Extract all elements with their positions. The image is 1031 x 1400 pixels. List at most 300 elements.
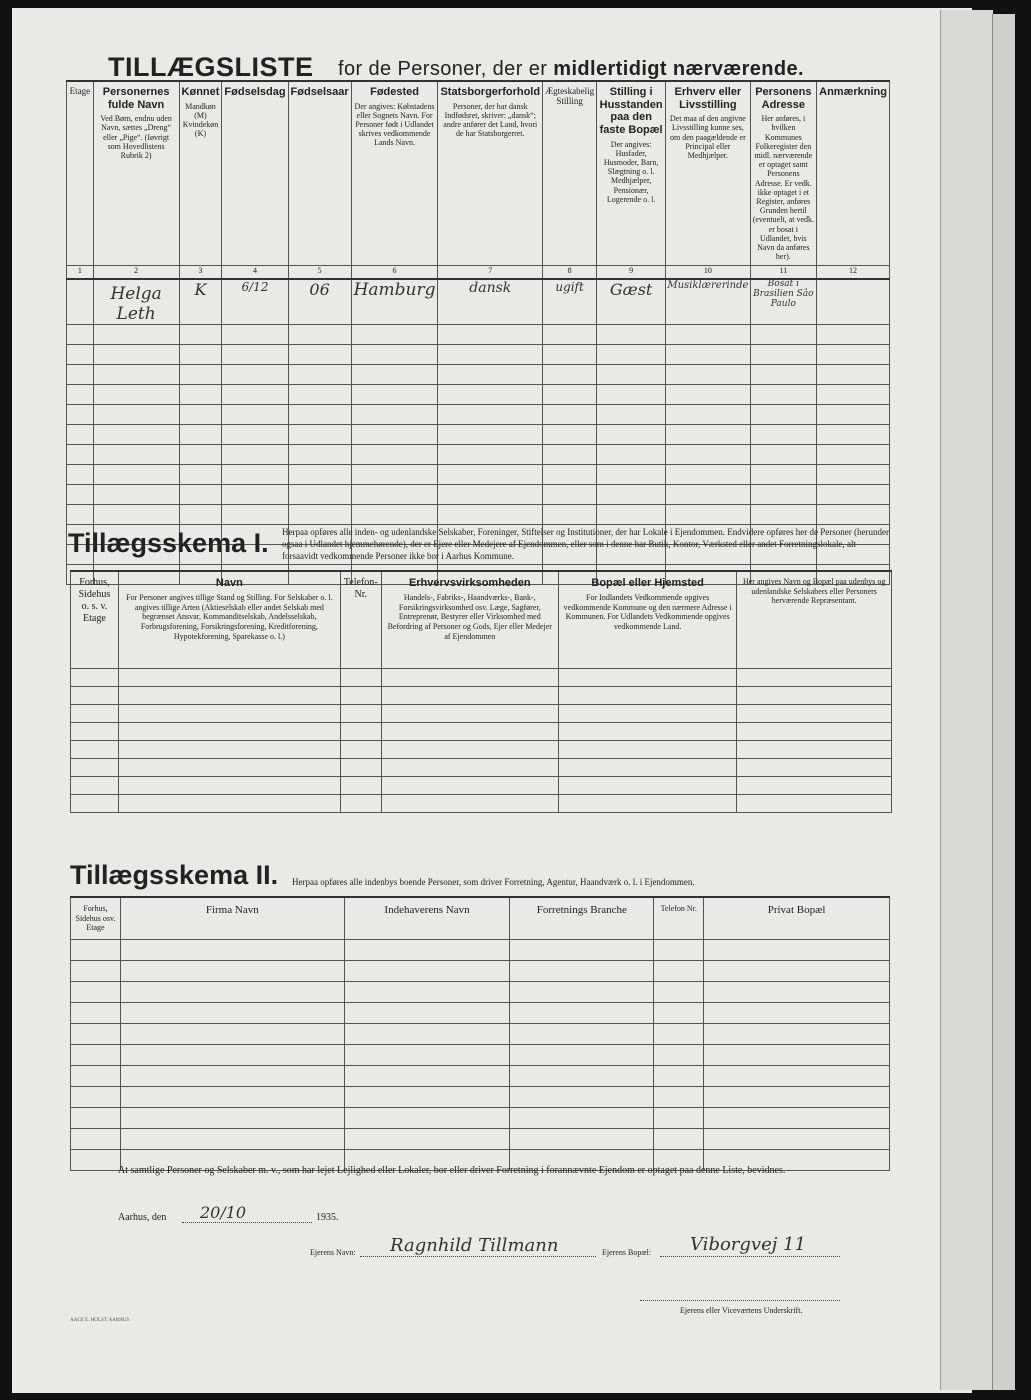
empty-cell bbox=[817, 385, 890, 405]
empty-cell bbox=[288, 445, 351, 465]
empty-cell bbox=[179, 465, 222, 485]
empty-cell bbox=[597, 505, 666, 525]
empty-cell bbox=[438, 445, 543, 465]
empty-cell bbox=[750, 385, 817, 405]
empty-cell bbox=[438, 505, 543, 525]
list-header-4 bbox=[222, 81, 288, 266]
empty-cell bbox=[120, 939, 344, 960]
list-header-title: Fødested bbox=[370, 86, 419, 98]
column-number: 12 bbox=[817, 266, 890, 280]
empty-cell bbox=[93, 505, 179, 525]
empty-cell bbox=[71, 1023, 121, 1044]
empty-cell bbox=[222, 505, 288, 525]
empty-cell bbox=[704, 939, 890, 960]
owner-residence-label: Ejerens Bopæl: bbox=[602, 1248, 652, 1257]
empty-cell bbox=[704, 1128, 890, 1149]
empty-cell bbox=[288, 425, 351, 445]
empty-cell bbox=[222, 385, 288, 405]
empty-cell bbox=[179, 405, 222, 425]
empty-cell bbox=[597, 345, 666, 365]
empty-cell bbox=[750, 405, 817, 425]
empty-cell bbox=[817, 485, 890, 505]
list-header-text: Ved Børn, endnu uden Navn, sættes „Dreng“ eller „Pige“. (Iøvrigt som Hovedlistens Rubrik 2) bbox=[100, 114, 172, 161]
list-header-text: Her anføres, i hvilken Kommunes Folkeregister den midl. nærværende er optaget samt Personens Adresse. Er vedk. ikke optaget i et Register, anføres Grunden hertil (eventuelt, at vedk. er bosat i Udlandet, hvis Navn da anføres her). bbox=[752, 114, 814, 262]
empty-cell bbox=[118, 669, 340, 687]
empty-cell bbox=[120, 1002, 344, 1023]
empty-cell bbox=[510, 960, 654, 981]
empty-cell bbox=[351, 325, 438, 345]
skema2-title: Tillægsskema II. bbox=[70, 860, 279, 890]
empty-cell bbox=[340, 669, 381, 687]
empty-cell bbox=[558, 795, 736, 813]
empty-cell bbox=[288, 485, 351, 505]
table-row bbox=[71, 669, 892, 687]
empty-cell bbox=[666, 365, 750, 385]
list-header-11 bbox=[750, 81, 817, 266]
empty-cell bbox=[120, 1065, 344, 1086]
attestation-text: At samtlige Personer og Selskaber m. v., som har lejet Lejlighed eller Lokaler, bor eller driver Forretning i forannævnte Ejendom er optaget paa denne Liste, bevidnes. bbox=[118, 1165, 786, 1176]
list-header-3 bbox=[179, 81, 222, 266]
column-number: 4 bbox=[222, 266, 288, 280]
empty-cell bbox=[510, 1086, 654, 1107]
empty-cell bbox=[750, 505, 817, 525]
empty-cell bbox=[351, 385, 438, 405]
empty-cell bbox=[510, 1023, 654, 1044]
empty-cell bbox=[71, 1002, 121, 1023]
skema2-header-6: Privat Bopæl bbox=[704, 897, 890, 939]
empty-cell bbox=[381, 723, 558, 741]
empty-cell bbox=[558, 759, 736, 777]
list-header-text: Personer, der har dansk Indfødsret, skriver: „dansk“; andre anfører det Land, hvori de har Statsborgerret. bbox=[443, 101, 538, 139]
empty-cell bbox=[654, 960, 704, 981]
empty-cell bbox=[67, 505, 94, 525]
empty-cell bbox=[222, 425, 288, 445]
table-row bbox=[71, 981, 890, 1002]
empty-cell bbox=[666, 445, 750, 465]
empty-cell bbox=[817, 325, 890, 345]
list-header-12 bbox=[817, 81, 890, 266]
table-row bbox=[71, 705, 892, 723]
empty-cell bbox=[750, 425, 817, 445]
empty-cell bbox=[344, 939, 510, 960]
empty-cell bbox=[288, 365, 351, 385]
empty-cell bbox=[120, 981, 344, 1002]
empty-cell bbox=[737, 669, 892, 687]
list-header-6 bbox=[351, 81, 438, 266]
empty-cell bbox=[120, 1107, 344, 1128]
list-header-title: Anmærkning bbox=[819, 86, 887, 98]
skema2-header-2: Firma Navn bbox=[120, 897, 344, 939]
empty-cell bbox=[381, 669, 558, 687]
cell-sex: K bbox=[179, 279, 222, 325]
empty-cell bbox=[71, 1107, 121, 1128]
supplement-list-table bbox=[66, 80, 890, 585]
empty-cell bbox=[817, 425, 890, 445]
empty-cell bbox=[543, 405, 597, 425]
empty-cell bbox=[118, 795, 340, 813]
skema1-header-text: Her angives Navn og Bopæl paa udenbys og udenlandske Selskabers eller Personers herværende Repræsentant. bbox=[742, 577, 886, 606]
empty-cell bbox=[71, 1149, 121, 1170]
empty-cell bbox=[351, 445, 438, 465]
empty-cell bbox=[71, 1086, 121, 1107]
empty-cell bbox=[71, 1044, 121, 1065]
empty-cell bbox=[817, 365, 890, 385]
empty-cell bbox=[558, 777, 736, 795]
empty-cell bbox=[381, 705, 558, 723]
table-row bbox=[71, 1002, 890, 1023]
skema1-header-2 bbox=[118, 571, 340, 669]
empty-cell bbox=[67, 325, 94, 345]
empty-cell bbox=[597, 385, 666, 405]
date-line bbox=[182, 1222, 312, 1223]
empty-cell bbox=[737, 795, 892, 813]
empty-cell bbox=[179, 505, 222, 525]
empty-cell bbox=[381, 687, 558, 705]
column-number: 11 bbox=[750, 266, 817, 280]
empty-cell bbox=[666, 425, 750, 445]
empty-cell bbox=[704, 960, 890, 981]
table-row bbox=[67, 485, 890, 505]
table-row bbox=[67, 465, 890, 485]
skema1-header-title: Erhvervsvirksomheden bbox=[408, 577, 531, 589]
empty-cell bbox=[340, 759, 381, 777]
empty-cell bbox=[750, 345, 817, 365]
empty-cell bbox=[438, 485, 543, 505]
empty-cell bbox=[222, 325, 288, 345]
empty-cell bbox=[351, 345, 438, 365]
empty-cell bbox=[179, 385, 222, 405]
empty-cell bbox=[666, 465, 750, 485]
skema2-description: Herpaa opføres alle indenbys boende Personer, som driver Forretning, Agentur, Haandværk o. l. i Ejendommen. bbox=[292, 877, 695, 887]
list-header-7 bbox=[438, 81, 543, 266]
empty-cell bbox=[179, 485, 222, 505]
empty-cell bbox=[510, 1065, 654, 1086]
empty-cell bbox=[543, 485, 597, 505]
skema1-header-text: For Personer angives tillige Stand og Stilling. For Selskaber o. l. angives tillige Arten (Aktieselskab eller andet Selskab med begrænset Ansvar, Kommanditselskab, Andelsselskab, Forbrugsforening, Forsikringsforening, Kreditforening, Hypotekforening, Sparekasse o. l.) bbox=[126, 593, 333, 641]
column-number: 10 bbox=[666, 266, 750, 280]
empty-cell bbox=[543, 365, 597, 385]
empty-cell bbox=[344, 1002, 510, 1023]
empty-cell bbox=[179, 445, 222, 465]
empty-cell bbox=[93, 325, 179, 345]
column-number: 2 bbox=[93, 266, 179, 280]
empty-cell bbox=[222, 465, 288, 485]
empty-cell bbox=[750, 325, 817, 345]
empty-cell bbox=[438, 425, 543, 445]
empty-cell bbox=[118, 687, 340, 705]
empty-cell bbox=[438, 385, 543, 405]
empty-cell bbox=[737, 723, 892, 741]
column-number: 5 bbox=[288, 266, 351, 280]
signature-label: Ejerens eller Viceværtens Underskrift. bbox=[680, 1306, 803, 1315]
empty-cell bbox=[750, 485, 817, 505]
list-header-text: Der angives: Husfader, Husmoder, Barn, Slægtning o. l. Medhjælper, Pensionær, Logerende o. l. bbox=[603, 139, 659, 204]
list-header-text: Der angives: Købstadens eller Sognets Navn. For Personer født i Udlandet skrives vedkommende Lands Navn. bbox=[354, 101, 435, 148]
empty-cell bbox=[654, 1044, 704, 1065]
table-row bbox=[71, 759, 892, 777]
empty-cell bbox=[597, 425, 666, 445]
empty-cell bbox=[510, 1002, 654, 1023]
empty-cell bbox=[67, 485, 94, 505]
table-row bbox=[67, 279, 890, 325]
list-header-5 bbox=[288, 81, 351, 266]
empty-cell bbox=[340, 705, 381, 723]
empty-cell bbox=[118, 705, 340, 723]
column-number: 8 bbox=[543, 266, 597, 280]
skema1-title: Tillægsskema I. bbox=[68, 528, 269, 558]
empty-cell bbox=[222, 485, 288, 505]
skema2-header-3: Indehaverens Navn bbox=[344, 897, 510, 939]
table-row bbox=[71, 1128, 890, 1149]
empty-cell bbox=[737, 705, 892, 723]
table-row bbox=[67, 365, 890, 385]
cell-marital: ugift bbox=[543, 279, 597, 325]
empty-cell bbox=[737, 777, 892, 795]
list-header-text: Ægteskabelig Stilling bbox=[545, 86, 595, 107]
empty-cell bbox=[120, 1128, 344, 1149]
signature-line bbox=[640, 1300, 840, 1301]
skema1-header-4 bbox=[381, 571, 558, 669]
empty-cell bbox=[118, 759, 340, 777]
empty-cell bbox=[351, 505, 438, 525]
table-row bbox=[67, 445, 890, 465]
empty-cell bbox=[93, 425, 179, 445]
skema1-header-6 bbox=[737, 571, 892, 669]
empty-cell bbox=[510, 981, 654, 1002]
table-row bbox=[71, 939, 890, 960]
empty-cell bbox=[71, 795, 119, 813]
year-value: 1935. bbox=[316, 1212, 339, 1223]
empty-cell bbox=[558, 669, 736, 687]
empty-cell bbox=[118, 777, 340, 795]
empty-cell bbox=[71, 705, 119, 723]
empty-cell bbox=[344, 1044, 510, 1065]
empty-cell bbox=[71, 1065, 121, 1086]
column-number: 9 bbox=[597, 266, 666, 280]
empty-cell bbox=[704, 1002, 890, 1023]
empty-cell bbox=[510, 1107, 654, 1128]
list-header-9 bbox=[597, 81, 666, 266]
list-header-title: Personernes fulde Navn bbox=[102, 86, 170, 111]
empty-cell bbox=[120, 960, 344, 981]
empty-cell bbox=[654, 939, 704, 960]
empty-cell bbox=[222, 345, 288, 365]
empty-cell bbox=[93, 365, 179, 385]
column-number: 6 bbox=[351, 266, 438, 280]
empty-cell bbox=[93, 485, 179, 505]
empty-cell bbox=[543, 465, 597, 485]
column-number: 7 bbox=[438, 266, 543, 280]
empty-cell bbox=[543, 445, 597, 465]
empty-cell bbox=[654, 1023, 704, 1044]
empty-cell bbox=[118, 723, 340, 741]
empty-cell bbox=[67, 345, 94, 365]
empty-cell bbox=[543, 425, 597, 445]
empty-cell bbox=[558, 723, 736, 741]
table-row bbox=[71, 1107, 890, 1128]
empty-cell bbox=[704, 981, 890, 1002]
skema2-header-5: Telefon Nr. bbox=[654, 897, 704, 939]
empty-cell bbox=[704, 1065, 890, 1086]
table-row bbox=[71, 741, 892, 759]
empty-cell bbox=[381, 759, 558, 777]
table-row bbox=[67, 425, 890, 445]
empty-cell bbox=[704, 1044, 890, 1065]
place-label: Aarhus, den bbox=[118, 1212, 167, 1223]
empty-cell bbox=[93, 465, 179, 485]
empty-cell bbox=[340, 777, 381, 795]
empty-cell bbox=[288, 325, 351, 345]
empty-cell bbox=[817, 505, 890, 525]
cell-birthday: 6/12 bbox=[222, 279, 288, 325]
empty-cell bbox=[666, 385, 750, 405]
owner-name-signature: Ragnhild Tillmann bbox=[390, 1235, 559, 1256]
list-header-title: Kønnet bbox=[181, 86, 220, 98]
empty-cell bbox=[340, 741, 381, 759]
empty-cell bbox=[344, 1065, 510, 1086]
empty-cell bbox=[71, 669, 119, 687]
empty-cell bbox=[737, 741, 892, 759]
empty-cell bbox=[666, 505, 750, 525]
empty-cell bbox=[597, 485, 666, 505]
empty-cell bbox=[510, 939, 654, 960]
empty-cell bbox=[597, 325, 666, 345]
cell-birthyear: 06 bbox=[288, 279, 351, 325]
list-header-title: Stilling i Husstanden paa den faste Bopæl bbox=[599, 86, 663, 136]
empty-cell bbox=[543, 345, 597, 365]
empty-cell bbox=[750, 465, 817, 485]
list-header-title: Statsborgerforhold bbox=[440, 86, 541, 98]
cell-birthplace: Hamburg bbox=[351, 279, 438, 325]
printer-mark: AAGE E. HOLST, AARHUS bbox=[70, 1318, 130, 1323]
empty-cell bbox=[438, 405, 543, 425]
skema1-description: Herpaa opføres alle inden- og udenlandske Selskaber, Foreninger, Stiftelser og Institutioner, der har Lokale i Ejendommen. Endvidere opføres her de Personer (herunder ogsaa i Udlandet hjemmehørende), der er Ejere eller Medejere af Ejendommen, eller som i denne har Butik, Kontor, Værksted eller andet Forretningslokale, alt forsaavidt vedkommende Personer ikke bor i Aarhus Kommune. bbox=[282, 527, 889, 562]
empty-cell bbox=[737, 759, 892, 777]
empty-cell bbox=[351, 405, 438, 425]
table-row bbox=[67, 505, 890, 525]
empty-cell bbox=[71, 741, 119, 759]
empty-cell bbox=[344, 1128, 510, 1149]
empty-cell bbox=[179, 425, 222, 445]
empty-cell bbox=[666, 325, 750, 345]
table-row bbox=[71, 1065, 890, 1086]
empty-cell bbox=[120, 1086, 344, 1107]
empty-cell bbox=[351, 425, 438, 445]
cell-etage bbox=[67, 279, 94, 325]
skema1-header-5 bbox=[558, 571, 736, 669]
empty-cell bbox=[351, 465, 438, 485]
empty-cell bbox=[654, 981, 704, 1002]
empty-cell bbox=[381, 741, 558, 759]
owner-residence-line bbox=[660, 1256, 840, 1257]
skema1-header-3 bbox=[340, 571, 381, 669]
empty-cell bbox=[71, 1128, 121, 1149]
empty-cell bbox=[340, 795, 381, 813]
list-header-title: Personens Adresse bbox=[755, 86, 812, 111]
list-header-title: Fødselsaar bbox=[290, 86, 349, 98]
empty-cell bbox=[118, 741, 340, 759]
empty-cell bbox=[222, 445, 288, 465]
empty-cell bbox=[558, 705, 736, 723]
empty-cell bbox=[179, 365, 222, 385]
list-subtitle: for de Personer, der er midlertidigt nærværende. bbox=[338, 58, 805, 80]
empty-cell bbox=[438, 365, 543, 385]
empty-cell bbox=[71, 723, 119, 741]
list-header-text: Mandkøn (M) Kvindekøn (K) bbox=[182, 101, 219, 139]
table-row bbox=[71, 1023, 890, 1044]
empty-cell bbox=[750, 445, 817, 465]
empty-cell bbox=[438, 465, 543, 485]
empty-cell bbox=[543, 325, 597, 345]
empty-cell bbox=[71, 687, 119, 705]
empty-cell bbox=[67, 385, 94, 405]
empty-cell bbox=[654, 1107, 704, 1128]
empty-cell bbox=[67, 405, 94, 425]
empty-cell bbox=[381, 777, 558, 795]
empty-cell bbox=[67, 425, 94, 445]
table-row bbox=[71, 777, 892, 795]
list-header-text: Det maa af den angivne Livsstilling kunne ses, om den paagældende er Principal eller Medhjælper. bbox=[669, 114, 746, 161]
empty-cell bbox=[438, 325, 543, 345]
list-title: TILLÆGSLISTE bbox=[108, 52, 314, 82]
empty-cell bbox=[543, 385, 597, 405]
empty-cell bbox=[654, 1086, 704, 1107]
empty-cell bbox=[120, 1044, 344, 1065]
empty-cell bbox=[817, 405, 890, 425]
empty-cell bbox=[71, 939, 121, 960]
empty-cell bbox=[351, 365, 438, 385]
empty-cell bbox=[666, 405, 750, 425]
empty-cell bbox=[93, 385, 179, 405]
empty-cell bbox=[381, 795, 558, 813]
list-header-10 bbox=[666, 81, 750, 266]
table-row bbox=[71, 1044, 890, 1065]
empty-cell bbox=[510, 1044, 654, 1065]
empty-cell bbox=[817, 465, 890, 485]
list-header-title: Erhverv eller Livsstilling bbox=[674, 86, 742, 111]
table-row bbox=[67, 385, 890, 405]
list-header-1 bbox=[67, 81, 94, 266]
column-number: 1 bbox=[67, 266, 94, 280]
table-row bbox=[67, 405, 890, 425]
empty-cell bbox=[750, 365, 817, 385]
skema1-header-text: Forhus, Sidehus o. s. v. Etage bbox=[78, 577, 111, 624]
skema1-header-text: Telefon-Nr. bbox=[343, 577, 378, 600]
empty-cell bbox=[288, 385, 351, 405]
empty-cell bbox=[67, 445, 94, 465]
column-number: 3 bbox=[179, 266, 222, 280]
empty-cell bbox=[654, 1128, 704, 1149]
list-header-title: Fødselsdag bbox=[224, 86, 286, 98]
cell-note bbox=[817, 279, 890, 325]
date-value: 20/10 bbox=[200, 1203, 247, 1222]
skema1-table bbox=[70, 570, 892, 813]
empty-cell bbox=[654, 1002, 704, 1023]
cell-address: Bosat i Brasilien Sâo Paulo bbox=[750, 279, 817, 325]
empty-cell bbox=[654, 1065, 704, 1086]
empty-cell bbox=[71, 960, 121, 981]
empty-cell bbox=[344, 1086, 510, 1107]
table-row bbox=[71, 960, 890, 981]
skema2-header-4: Forretnings Branche bbox=[510, 897, 654, 939]
empty-cell bbox=[597, 465, 666, 485]
empty-cell bbox=[597, 445, 666, 465]
table-row bbox=[67, 345, 890, 365]
empty-cell bbox=[288, 345, 351, 365]
empty-cell bbox=[93, 405, 179, 425]
empty-cell bbox=[340, 687, 381, 705]
cell-name: Helga Leth bbox=[93, 279, 179, 325]
